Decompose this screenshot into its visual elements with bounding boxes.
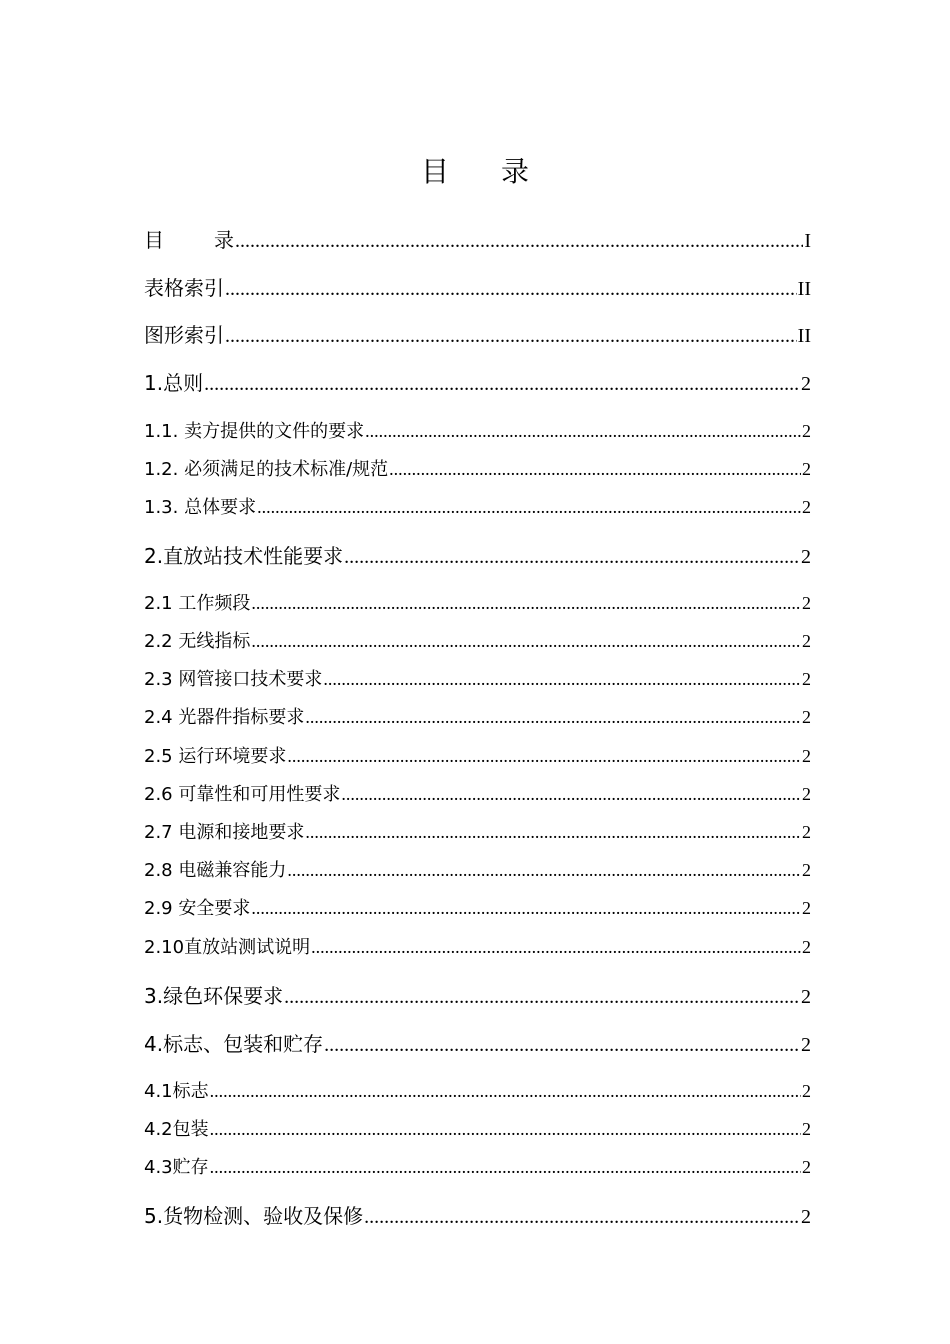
toc-leader-dots [210,1119,801,1140]
toc-entry[interactable] [144,627,811,655]
toc-entry[interactable] [144,455,811,483]
toc-entry-label: 5.货物检测、验收及保修 [144,1204,364,1228]
toc-entry-page: 2 [802,669,811,689]
toc-entry-page: 2 [802,898,811,918]
toc-leader-dots [257,497,801,518]
toc-entry[interactable] [144,1115,811,1143]
toc-entry-page: 2 [802,784,811,804]
toc-entry-page: 2 [802,937,811,957]
toc-leader-dots [323,669,801,690]
toc-entry[interactable] [144,367,811,397]
toc-entry[interactable] [144,540,811,570]
toc-leader-dots [251,631,801,652]
toc-entry-label: 图形索引 [144,323,224,347]
toc-leader-dots [364,1206,800,1229]
toc-entry[interactable] [144,1077,811,1105]
toc-leader-dots [305,822,801,843]
toc-leader-dots [210,1081,801,1102]
toc-entry-page: 2 [802,1119,811,1139]
toc-leader-dots [311,937,801,958]
toc-leader-dots [251,898,801,919]
toc-leader-dots [324,1034,800,1057]
toc-entry-label: 2.1 工作频段 [144,593,251,614]
toc-entry[interactable] [144,703,811,731]
toc-entry-page: 2 [802,421,811,441]
toc-leader-dots [251,593,801,614]
toc-leader-dots [287,746,801,767]
toc-entry-label: 2.6 可靠性和可用性要求 [144,784,341,805]
toc-leader-dots [287,860,801,881]
toc-entry-page: 2 [802,459,811,479]
toc-entry-page: 2 [802,822,811,842]
toc-entry[interactable] [144,856,811,884]
toc-entry-page: 2 [802,1081,811,1101]
toc-entry[interactable] [144,417,811,445]
toc-entry-page: 2 [802,593,811,613]
toc-entry[interactable] [144,224,811,254]
toc-entry-label: 2.9 安全要求 [144,898,251,919]
toc-entry[interactable] [144,1200,811,1230]
toc-leader-dots [225,325,797,348]
toc-entry[interactable] [144,780,811,808]
toc-entry-page: 2 [801,373,811,395]
toc-entry[interactable] [144,980,811,1010]
toc-entry-label: 1.3. 总体要求 [144,497,257,518]
toc-entry-page: 2 [802,497,811,517]
toc-entry-label: 4.标志、包装和贮存 [144,1032,324,1056]
toc-entry-label: 2.4 光器件指标要求 [144,707,305,728]
toc-entry-label: 2.5 运行环境要求 [144,746,287,767]
toc-entry-label: 4.1标志 [144,1081,209,1102]
toc-entry-label: 2.3 网管接口技术要求 [144,669,323,690]
toc-entry-label: 2.10直放站测试说明 [144,937,311,958]
toc-leader-dots [344,546,800,569]
toc-entry-label: 1.1. 卖方提供的文件的要求 [144,421,365,442]
toc-entry-label: 表格索引 [144,276,224,300]
toc-entry-page: 2 [802,631,811,651]
toc-entry-label: 4.3贮存 [144,1157,209,1178]
toc-entry[interactable] [144,272,811,302]
toc-leader-dots [225,278,797,301]
toc-entry-page: 2 [801,546,811,568]
toc-entry-page: 2 [802,707,811,727]
toc-entry-page: I [804,230,811,252]
toc-entry-label: 2.7 电源和接地要求 [144,822,305,843]
toc-heading-right: 录 [501,155,530,188]
toc-leader-dots [389,459,801,480]
toc-entry-label: 4.2包装 [144,1119,209,1140]
toc-entry[interactable] [144,742,811,770]
toc-entry-label: 目 录 [144,228,234,252]
toc-entry-page: II [797,325,811,347]
toc-entry-page: 2 [801,1206,811,1228]
toc-leader-dots [341,784,801,805]
toc-entry-page: 2 [801,986,811,1008]
toc-entry-page: 2 [801,1034,811,1056]
toc-entry[interactable] [144,319,811,349]
toc-heading [0,152,950,192]
toc-entry-label: 2.2 无线指标 [144,631,251,652]
toc-entry[interactable] [144,589,811,617]
toc-leader-dots [284,986,800,1009]
toc-leader-dots [210,1157,801,1178]
toc-entry[interactable] [144,933,811,961]
toc-leader-dots [204,373,800,396]
toc-leader-dots [305,707,801,728]
toc-entry[interactable] [144,894,811,922]
toc-entry-page: II [797,278,811,300]
toc-entry-page: 2 [802,1157,811,1177]
toc-entry[interactable] [144,665,811,693]
toc-entry-label: 2.直放站技术性能要求 [144,544,344,568]
toc-entry-label: 1.总则 [144,371,204,395]
toc-entry-page: 2 [802,746,811,766]
toc-entry-page: 2 [802,860,811,880]
toc-leader-dots [365,421,801,442]
toc-leader-dots [235,230,803,253]
toc-entry-label: 1.2. 必须满足的技术标准/规范 [144,459,389,480]
toc-heading-left: 目 [420,155,449,188]
toc-entry-label: 3.绿色环保要求 [144,984,284,1008]
toc-entry[interactable] [144,1028,811,1058]
toc-entry[interactable] [144,1153,811,1181]
toc-entry[interactable] [144,818,811,846]
toc-entry-label: 2.8 电磁兼容能力 [144,860,287,881]
toc-entry[interactable] [144,493,811,521]
